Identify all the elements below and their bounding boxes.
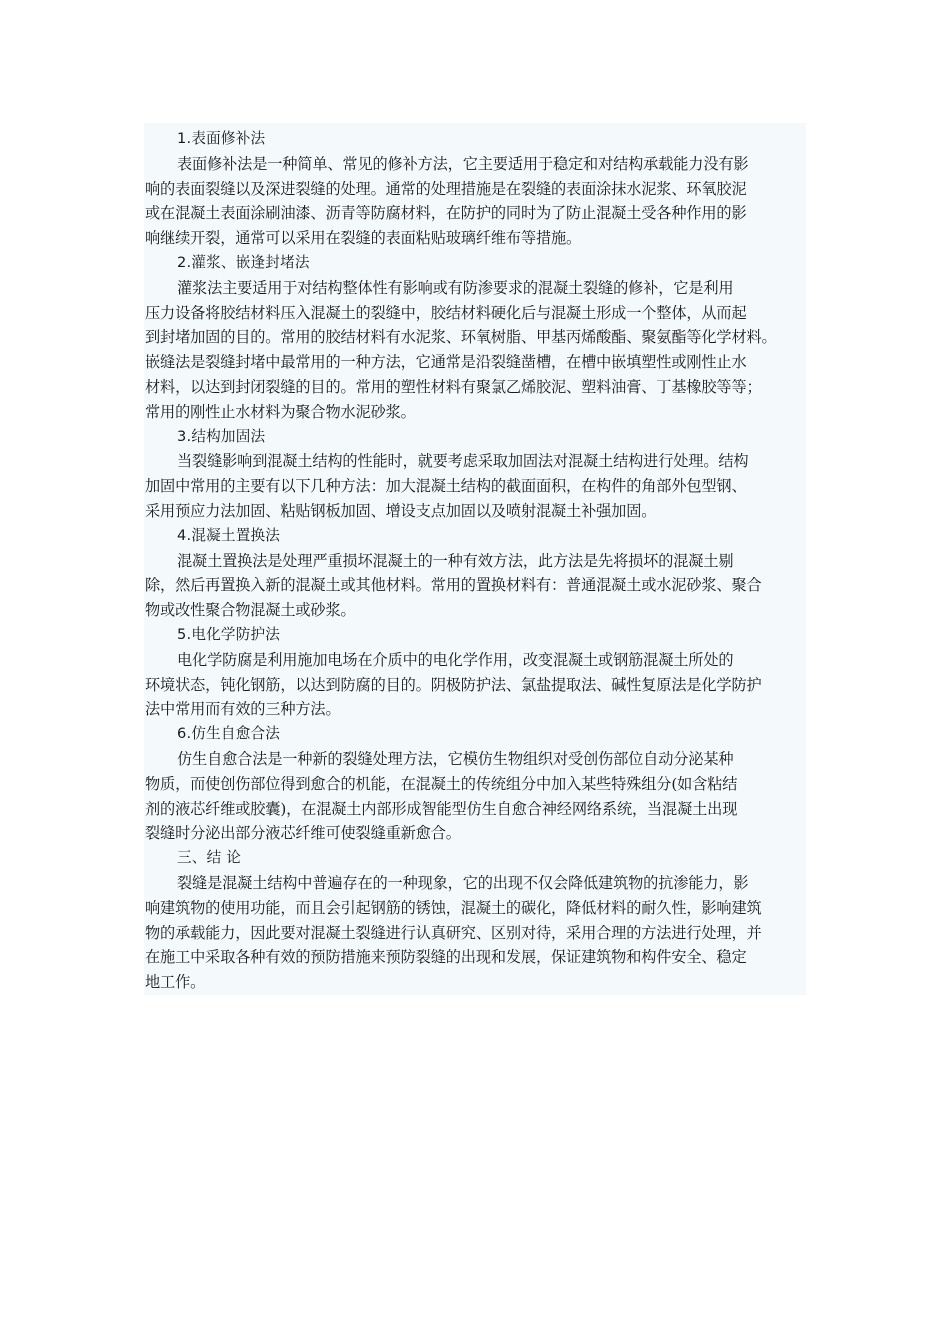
paragraph-line: 法中常用而有效的三种方法。 bbox=[145, 700, 341, 719]
section-electrochemical-protection bbox=[144, 623, 806, 722]
paragraph-line: 采用预应力法加固、粘贴钢板加固、增设支点加固以及喷射混凝土补强加固。 bbox=[145, 501, 657, 520]
section-heading: 1.表面修补法 bbox=[177, 130, 266, 147]
document-body bbox=[144, 123, 806, 995]
paragraph-line: 电化学防腐是利用施加电场在介质中的电化学作用，改变混凝土或钢筋混凝土所处的 bbox=[177, 650, 734, 669]
paragraph-line: 表面修补法是一种简单、常见的修补方法，它主要适用于稳定和对结构承载能力没有影 bbox=[177, 154, 749, 173]
paragraph-line: 裂缝是混凝土结构中普遍存在的一种现象，它的出现不仅会降低建筑物的抗渗能力，影 bbox=[177, 873, 749, 892]
paragraph-line: 到封堵加固的目的。常用的胶结材料有水泥浆、环氧树脂、甲基丙烯酸酯、聚氨酯等化学材料。 bbox=[145, 328, 777, 347]
section-heading: 4.混凝土置换法 bbox=[177, 526, 281, 544]
section-surface-repair bbox=[144, 127, 806, 251]
section-biomimetic-self-healing bbox=[144, 722, 806, 846]
section-structural-reinforcement bbox=[144, 425, 806, 524]
paragraph-line: 响建筑物的使用功能，而且会引起钢筋的锈蚀，混凝土的碳化，降低材料的耐久性，影响建筑 bbox=[145, 898, 762, 917]
paragraph-line: 在施工中采取各种有效的预防措施来预防裂缝的出现和发展，保证建筑物和构件安全、稳定 bbox=[145, 948, 747, 967]
section-heading: 3.结构加固法 bbox=[177, 427, 266, 445]
paragraph-line: 常用的刚性止水材料为聚合物水泥砂浆。 bbox=[145, 402, 416, 421]
paragraph-line: 加固中常用的主要有以下几种方法：加大混凝土结构的截面面积，在构件的角部外包型钢、 bbox=[145, 477, 747, 496]
paragraph-line: 响继续开裂，通常可以采用在裂缝的表面粘贴玻璃纤维布等措施。 bbox=[145, 229, 582, 248]
paragraph-line: 材料，以达到封闭裂缝的目的。常用的塑性材料有聚氯乙烯胶泥、塑料油膏、丁基橡胶等等； bbox=[145, 377, 762, 396]
paragraph-line: 仿生自愈合法是一种新的裂缝处理方法，它模仿生物组织对受创伤部位自动分泌某种 bbox=[177, 749, 734, 768]
section-grouting-sealing bbox=[144, 251, 806, 425]
paragraph-line: 地工作。 bbox=[145, 973, 206, 992]
paragraph-line: 环境状态，钝化钢筋，以达到防腐的目的。阴极防护法、氯盐提取法、碱性复原法是化学防护 bbox=[145, 675, 762, 694]
paragraph-line: 剂的液芯纤维或胶囊)，在混凝土内部形成智能型仿生自愈合神经网络系统，当混凝土出现 bbox=[145, 799, 738, 818]
paragraph-line: 响的表面裂缝以及深进裂缝的处理。通常的处理措施是在裂缝的表面涂抹水泥浆、环氧胶泥 bbox=[145, 179, 747, 198]
paragraph-line: 物的承载能力，因此要对混凝土裂缝进行认真研究、区别对待，采用合理的方法进行处理，并 bbox=[145, 923, 762, 942]
section-heading: 三、结 论 bbox=[177, 849, 242, 867]
section-heading: 2.灌浆、嵌逢封堵法 bbox=[177, 253, 310, 271]
section-conclusion bbox=[144, 846, 806, 995]
section-heading: 5.电化学防护法 bbox=[177, 625, 281, 643]
paragraph-line: 压力设备将胶结材料压入混凝土的裂缝中，胶结材料硬化后与混凝土形成一个整体，从而起 bbox=[145, 303, 747, 322]
section-heading: 6.仿生自愈合法 bbox=[177, 725, 281, 743]
paragraph-line: 除，然后再置换入新的混凝土或其他材料。常用的置换材料有：普通混凝土或水泥砂浆、聚合 bbox=[145, 576, 762, 595]
paragraph-line: 或在混凝土表面涂刷油漆、沥青等防腐材料，在防护的同时为了防止混凝土受各种作用的影 bbox=[145, 204, 747, 223]
paragraph-line: 物或改性聚合物混凝土或砂浆。 bbox=[145, 601, 356, 620]
paragraph-line: 当裂缝影响到混凝土结构的性能时，就要考虑采取加固法对混凝土结构进行处理。结构 bbox=[177, 452, 749, 471]
paragraph-line: 物质，而使创伤部位得到愈合的机能，在混凝土的传统组分中加入某些特殊组分(如含粘结 bbox=[145, 774, 738, 793]
paragraph-line: 混凝土置换法是处理严重损坏混凝土的一种有效方法，此方法是先将损坏的混凝土剔 bbox=[177, 551, 734, 570]
paragraph-line: 嵌缝法是裂缝封堵中最常用的一种方法，它通常是沿裂缝凿槽，在槽中嵌填塑性或刚性止水 bbox=[145, 353, 747, 372]
paragraph-line: 裂缝时分泌出部分液芯纤维可使裂缝重新愈合。 bbox=[145, 824, 461, 843]
section-concrete-replacement bbox=[144, 524, 806, 623]
paragraph-line: 灌浆法主要适用于对结构整体性有影响或有防渗要求的混凝土裂缝的修补，它是利用 bbox=[177, 278, 734, 297]
